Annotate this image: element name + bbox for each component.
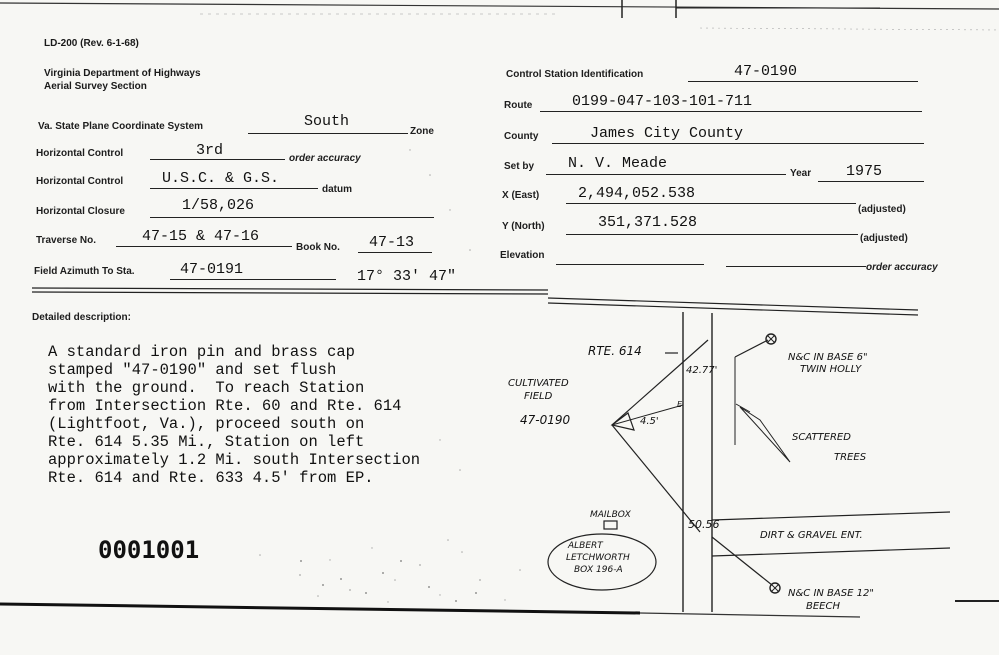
- hcontrol1-value: 3rd: [196, 142, 224, 159]
- ynorth-label: Y (North): [502, 221, 545, 232]
- description-line-3: with the ground. To reach Station: [48, 379, 365, 397]
- sketch-scattered-2: TREES: [834, 452, 867, 463]
- closure-label: Horizontal Closure: [36, 206, 125, 217]
- description-line-6: Rte. 614 5.35 Mi., Station on left: [48, 433, 365, 451]
- sketch-station-label: 47-0190: [520, 413, 571, 427]
- azimuth-station: 47-0191: [180, 261, 244, 278]
- sketch-albert-2: LETCHWORTH: [566, 553, 630, 563]
- sketch-holly-1: N&C IN BASE 6": [788, 352, 868, 363]
- sketch-dist-bottom: 50.56: [688, 518, 720, 531]
- description-line-2: stamped "47-0190" and set flush: [48, 361, 337, 379]
- sketch-dist-short: 4.5': [640, 416, 659, 427]
- sketch-scattered-1: SCATTERED: [792, 432, 851, 443]
- sketch-holly-2: TWIN HOLLY: [800, 364, 862, 375]
- control-id-value: 47-0190: [734, 63, 798, 80]
- sketch-albert-1: ALBERT: [568, 541, 603, 551]
- sketch-mailbox: MAILBOX: [590, 510, 631, 520]
- azimuth-label: Field Azimuth To Sta.: [34, 266, 135, 277]
- sketch-route-label: RTE. 614: [588, 344, 642, 358]
- description-label: Detailed description:: [32, 312, 131, 323]
- county-label: County: [504, 131, 539, 142]
- traverse-label: Traverse No.: [36, 235, 97, 246]
- sketch-albert-3: BOX 196-A: [574, 565, 623, 575]
- azimuth-angle: 17° 33' 47": [357, 268, 457, 285]
- sketch-e-mark: E: [677, 400, 683, 409]
- description-line-8: Rte. 614 and Rte. 633 4.5' from EP.: [48, 469, 374, 487]
- description-line-4: from Intersection Rte. 60 and Rte. 614: [48, 397, 402, 415]
- hcontrol2-value: U.S.C. & G.S.: [162, 170, 280, 187]
- agency-section: Aerial Survey Section: [44, 81, 147, 92]
- county-value: James City County: [590, 125, 744, 142]
- setby-label: Set by: [504, 161, 535, 172]
- sketch-dirt-entrance: DIRT & GRAVEL ENT.: [760, 530, 863, 541]
- ynorth-adjusted-label: (adjusted): [860, 233, 908, 244]
- book-value: 47-13: [369, 234, 415, 251]
- elevation-label: Elevation: [500, 250, 545, 261]
- zone-label: Zone: [410, 126, 434, 137]
- agency-name: Virginia Department of Highways: [44, 68, 201, 79]
- traverse-value: 47-15 & 47-16: [142, 228, 260, 245]
- elevation-order-label: order accuracy: [866, 262, 938, 273]
- control-id-label: Control Station Identification: [506, 69, 644, 80]
- sketch-beech-1: N&C IN BASE 12": [788, 588, 874, 599]
- year-label: Year: [790, 168, 812, 179]
- xeast-value: 2,494,052.538: [578, 185, 696, 202]
- description-line-5: (Lightfoot, Va.), proceed south on: [48, 415, 365, 433]
- sketch-dist-top: 42.77': [686, 365, 718, 376]
- description-line-7: approximately 1.2 Mi. south Intersection: [48, 451, 421, 469]
- sketch-cultivated-1: CULTIVATED: [508, 378, 569, 389]
- closure-value: 1/58,026: [182, 197, 255, 214]
- route-value: 0199-047-103-101-711: [572, 93, 753, 110]
- coord-system-label: Va. State Plane Coordinate System: [38, 121, 204, 132]
- xeast-label: X (East): [502, 190, 540, 201]
- datum-label: datum: [322, 184, 352, 195]
- xeast-adjusted-label: (adjusted): [858, 204, 906, 215]
- route-label: Route: [504, 100, 533, 111]
- setby-value: N. V. Meade: [568, 155, 668, 172]
- year-value: 1975: [846, 163, 883, 180]
- description-line-1: A standard iron pin and brass cap: [48, 343, 355, 361]
- coord-system-value: South: [304, 113, 350, 130]
- document-number: 0001001: [98, 536, 200, 564]
- form-id: LD-200 (Rev. 6-1-68): [44, 38, 139, 49]
- sketch-beech-2: BEECH: [806, 601, 840, 612]
- hcontrol1-label: Horizontal Control: [36, 148, 124, 159]
- sketch-cultivated-2: FIELD: [524, 391, 553, 402]
- hcontrol2-label: Horizontal Control: [36, 176, 124, 187]
- ynorth-value: 351,371.528: [598, 214, 698, 231]
- book-label: Book No.: [296, 242, 340, 253]
- order-accuracy-label: order accuracy: [289, 153, 361, 164]
